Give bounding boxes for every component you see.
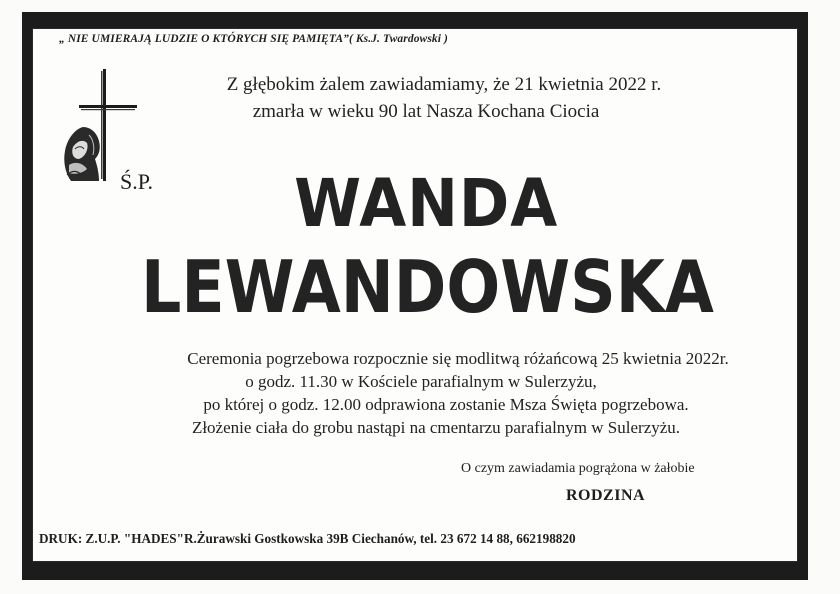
family-signature: RODZINA [566, 487, 646, 504]
ceremony-line-1: Ceremonia pogrzebowa rozpocznie się modlitwą różańcową 25 kwietnia 2022r. [187, 349, 729, 368]
ceremony-line-2: o godz. 11.30 w Kościele parafialnym w Sulerzyżu, [245, 372, 597, 391]
obituary-panel [32, 28, 798, 562]
ceremony-line-4: Złożenie ciała do grobu nastąpi na cmentarzu parafialnym w Sulerzyżu. [191, 418, 681, 437]
mourning-line: O czym zawiadamia pogrążona w żałobie [461, 461, 695, 476]
printer-footer: DRUK: Z.U.P. "HADES"R.Żurawski Gostkowska 39B Ciechanów, tel. 23 672 14 88, 662198820 [39, 531, 576, 546]
motto-quote: „ NIE UMIERAJĄ LUDZIE O KTÓRYCH SIĘ PAMIĘTA”( Ks.J. Twardowski ) [59, 33, 448, 45]
announcement [33, 71, 799, 125]
sp-label: Ś.P. [120, 169, 154, 194]
ceremony-details [33, 347, 799, 439]
deceased-last-name: LEWANDOWSKA [141, 245, 714, 329]
announcement-line-1: Z głębokim żalem zawiadamiamy, że 21 kwietnia 2022 r. [226, 74, 662, 95]
ceremony-line-3: po której o godz. 12.00 odprawiona zostanie Msza Święta pogrzebowa. [203, 395, 689, 414]
announcement-line-2: zmarła w wieku 90 lat Nasza Kochana Ciocia [252, 101, 600, 122]
deceased-first-name: WANDA [294, 165, 559, 242]
